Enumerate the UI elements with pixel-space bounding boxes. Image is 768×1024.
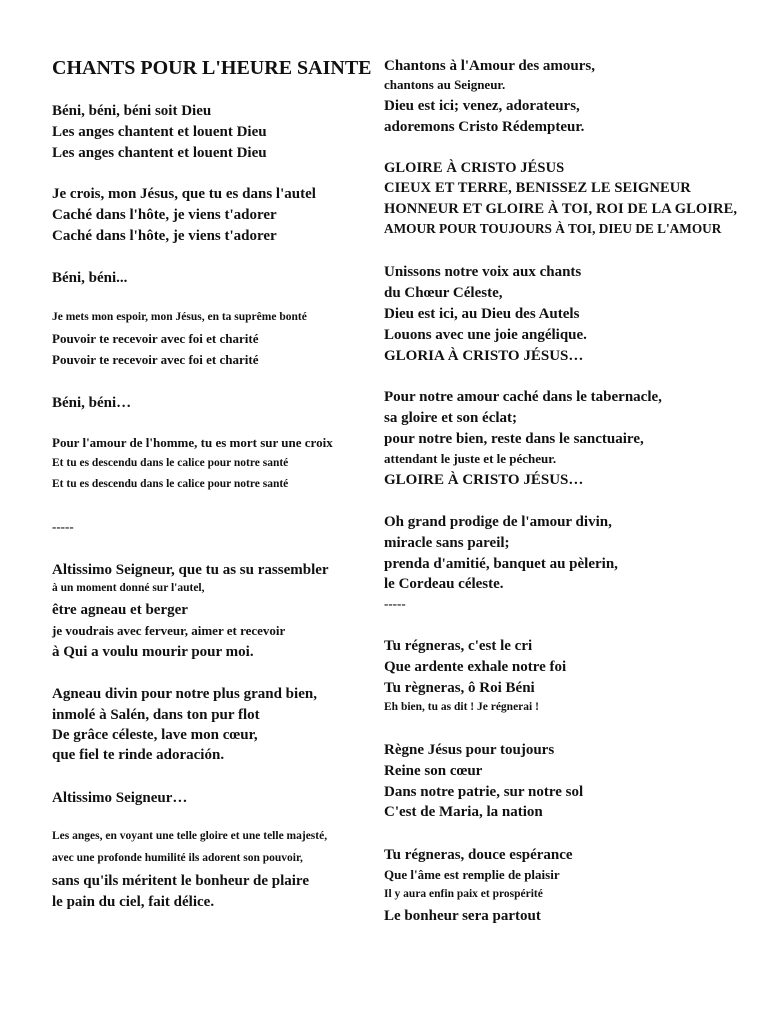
lyric-line: miracle sans pareil; xyxy=(384,535,510,551)
page-title: CHANTS POUR L'HEURE SAINTE xyxy=(52,57,372,79)
lyric-line: Tu règneras, ô Roi Béni xyxy=(384,680,535,696)
lyric-line: Unissons notre voix aux chants xyxy=(384,264,582,280)
lyric-line: prenda d'amitié, banquet au pèlerin, xyxy=(384,556,618,572)
lyric-line: Il y aura enfin paix et prospérité xyxy=(384,888,543,900)
lyric-line: être agneau et berger xyxy=(52,602,188,618)
refrain-line: GLOIRE À CRISTO JÉSUS… xyxy=(384,472,584,488)
lyric-line: à Qui a voulu mourir pour moi. xyxy=(52,644,254,660)
lyric-line: Louons avec une joie angélique. xyxy=(384,327,587,343)
lyric-line: Et tu es descendu dans le calice pour notre santé xyxy=(52,478,289,490)
lyric-line: Pouvoir te recevoir avec foi et charité xyxy=(52,331,259,346)
lyric-line: Je mets mon espoir, mon Jésus, en ta suprême bonté xyxy=(52,311,307,323)
lyric-line: Oh grand prodige de l'amour divin, xyxy=(384,514,612,530)
lyric-line: Règne Jésus pour toujours xyxy=(384,742,555,758)
lyric-line: sans qu'ils méritent le bonheur de plaire xyxy=(52,873,309,889)
lyric-line: Reine son cœur xyxy=(384,763,483,779)
lyric-line: Les anges, en voyant une telle gloire et une telle majesté, xyxy=(52,830,328,842)
lyric-line: Agneau divin pour notre plus grand bien, xyxy=(52,686,317,702)
refrain-line: CIEUX ET TERRE, BENISSEZ LE SEIGNEUR xyxy=(384,180,691,196)
separator: ----- xyxy=(52,519,74,534)
lyric-line: Dieu est ici; venez, adorateurs, xyxy=(384,98,580,114)
separator: ----- xyxy=(384,596,406,611)
lyric-line: C'est de Maria, la nation xyxy=(384,804,543,820)
lyric-line: Tu régneras, c'est le cri xyxy=(384,638,533,654)
lyric-line: Béni, béni... xyxy=(52,270,128,286)
lyric-line: Les anges chantent et louent Dieu xyxy=(52,145,267,161)
lyric-line: Altissimo Seigneur… xyxy=(52,790,188,806)
lyric-line: Eh bien, tu as dit ! Je régnerai ! xyxy=(384,701,539,713)
refrain-line: GLOIRE À CRISTO JÉSUS xyxy=(384,160,565,176)
lyric-line: Les anges chantent et louent Dieu xyxy=(52,124,267,140)
lyric-line: Altissimo Seigneur, que tu as su rassembler xyxy=(52,562,329,578)
lyric-line: inmolé à Salén, dans ton pur flot xyxy=(52,707,260,723)
lyric-line: Tu régneras, douce espérance xyxy=(384,847,573,863)
lyric-line: Caché dans l'hôte, je viens t'adorer xyxy=(52,228,277,244)
lyric-line: adoremons Cristo Rédempteur. xyxy=(384,119,585,135)
lyric-line: Pouvoir te recevoir avec foi et charité xyxy=(52,352,259,367)
lyric-line: du Chœur Céleste, xyxy=(384,285,503,301)
lyric-line: Dieu est ici, au Dieu des Autels xyxy=(384,306,580,322)
lyric-line: attendant le juste et le pécheur. xyxy=(384,451,557,466)
lyric-line: le pain du ciel, fait délice. xyxy=(52,894,215,910)
lyric-line: que fiel te rinde adoración. xyxy=(52,747,225,763)
lyric-line: Caché dans l'hôte, je viens t'adorer xyxy=(52,207,277,223)
lyric-line: à un moment donné sur l'autel, xyxy=(52,582,205,594)
lyric-line: De grâce céleste, lave mon cœur, xyxy=(52,727,258,743)
lyric-line: Pour l'amour de l'homme, tu es mort sur une croix xyxy=(52,435,333,450)
lyric-line: Que ardente exhale notre foi xyxy=(384,659,567,675)
lyric-line: Pour notre amour caché dans le tabernacle, xyxy=(384,389,662,405)
lyric-line: avec une profonde humilité ils adorent son pouvoir, xyxy=(52,852,303,864)
refrain-line: HONNEUR ET GLOIRE À TOI, ROI DE LA GLOIRE, xyxy=(384,201,738,217)
lyric-line: Béni, béni, béni soit Dieu xyxy=(52,103,212,119)
lyric-line: Dans notre patrie, sur notre sol xyxy=(384,784,584,800)
lyric-line: je voudrais avec ferveur, aimer et recevoir xyxy=(52,623,286,638)
refrain-line: AMOUR POUR TOUJOURS À TOI, DIEU DE L'AMOUR xyxy=(384,221,722,236)
lyric-line: Chantons à l'Amour des amours, xyxy=(384,58,596,74)
refrain-line: GLORIA À CRISTO JÉSUS… xyxy=(384,348,584,364)
lyric-line: Je crois, mon Jésus, que tu es dans l'autel xyxy=(52,186,316,202)
lyric-line: Le bonheur sera partout xyxy=(384,908,541,924)
lyric-line: le Cordeau céleste. xyxy=(384,576,504,592)
lyric-line: sa gloire et son éclat; xyxy=(384,410,518,426)
lyric-line: chantons au Seigneur. xyxy=(384,77,506,92)
lyric-line: Que l'âme est remplie de plaisir xyxy=(384,867,560,882)
lyric-line: Béni, béni… xyxy=(52,395,132,411)
lyric-line: pour notre bien, reste dans le sanctuaire, xyxy=(384,431,644,447)
lyric-line: Et tu es descendu dans le calice pour notre santé xyxy=(52,457,289,469)
